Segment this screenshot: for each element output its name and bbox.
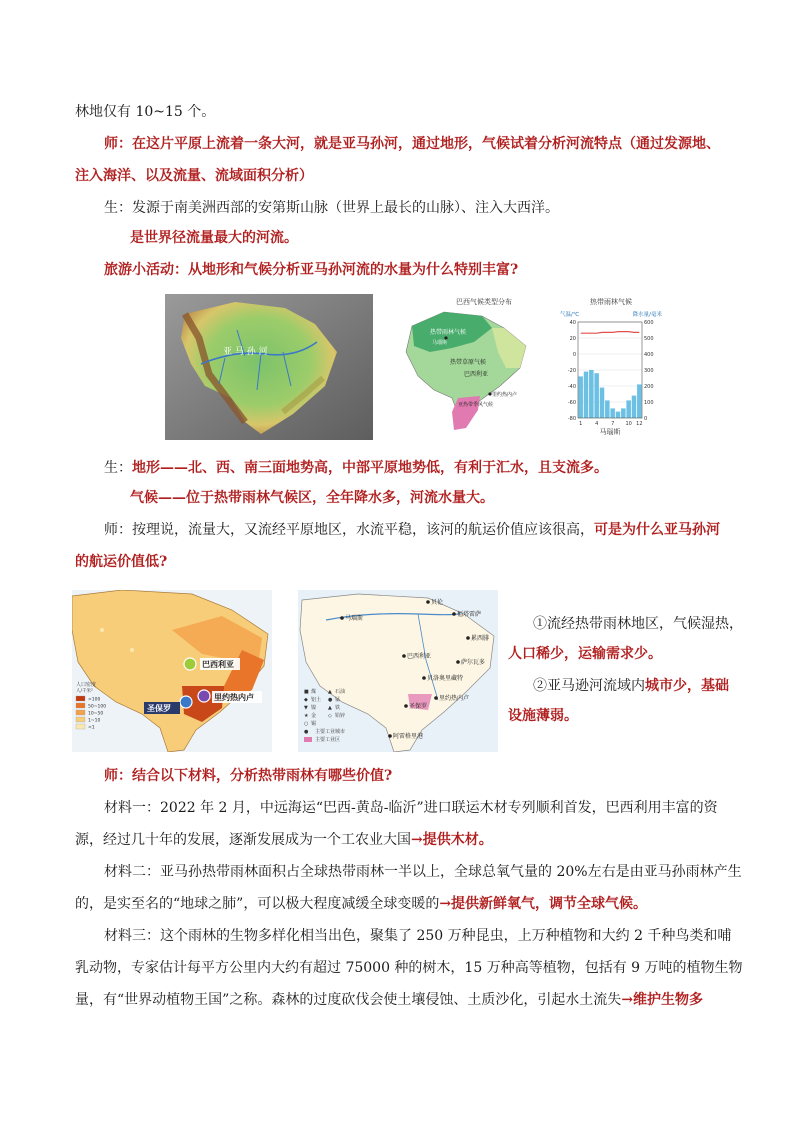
city-marker xyxy=(404,704,408,708)
material-2-cont xyxy=(75,894,647,914)
city-marker xyxy=(402,654,406,658)
legend-label: 铅锌 xyxy=(335,713,346,719)
material-1: 材料一：2022 年 2 月，中远海运“巴西-黄岛-临沂”进口联运木材专列顺利首发，巴西利用丰富的资 xyxy=(104,800,718,816)
month-label: 7 xyxy=(611,421,615,427)
legend-swatch xyxy=(76,703,85,708)
precip-bar xyxy=(616,412,621,418)
legend-label: 煤 xyxy=(311,689,317,695)
legend-symbol: ● xyxy=(328,697,333,703)
legend-label: <1 xyxy=(88,725,95,731)
right-tick-label: 0 xyxy=(644,416,648,422)
teacher-question-cont: 注入海洋、以及流量、流域面积分析） xyxy=(75,168,313,184)
precip-bar xyxy=(621,408,626,418)
city-marker xyxy=(452,612,456,616)
map-title: 巴西气候类型分布 xyxy=(456,298,512,306)
material-2: 材料二：亚马孙热带雨林面积占全球热带雨林一半以上，全球总氧气量的 20%左右是由亚马孙雨林产生 xyxy=(104,864,742,880)
temperature-line xyxy=(581,332,640,334)
city-marker xyxy=(340,616,344,620)
legend-label: 铝土 xyxy=(311,697,322,703)
legend-symbol: ▲ xyxy=(328,689,332,695)
left-tick-label: -20 xyxy=(567,368,576,374)
precip-bar xyxy=(632,396,637,418)
legend-symbol: ◇ xyxy=(328,713,332,719)
teacher-question: 师：在这片平原上流着一条大河，就是亚马孙河，通过地形，气候试着分析河流特点（通过发源地、 xyxy=(104,136,720,152)
material-3-text: 量，有“世界动植物王国”之称。森林的过度砍伐会使土壤侵蚀、土质沙化，引起水土流失 xyxy=(75,992,622,1008)
text-line: 林地仅有 10~15 个。 xyxy=(75,104,216,120)
left-tick-label: -40 xyxy=(567,384,576,390)
answer-climate: 气候——位于热带雨林气候区，全年降水多，河流水量大。 xyxy=(130,490,494,506)
brazil-population-map xyxy=(72,590,272,752)
city-label: 里约热内卢 xyxy=(492,392,518,398)
legend-swatch xyxy=(304,737,312,742)
legend-swatch xyxy=(76,717,85,722)
legend-label: 1~10 xyxy=(88,718,101,724)
city-label: 贝伦 xyxy=(431,599,444,606)
city-label: 福塔雷萨 xyxy=(457,611,482,618)
right-tick-label: 400 xyxy=(644,352,654,358)
river-label: 亚 马 孙 河 xyxy=(223,347,268,357)
left-tick-label: -60 xyxy=(567,400,576,406)
city-label: 巴西利亚 xyxy=(407,653,432,660)
month-label: 12 xyxy=(636,421,643,427)
reason-1-highlight: 人口稀少，运输需求少。 xyxy=(508,646,662,662)
material-1-cont xyxy=(75,830,493,850)
activity-title: 旅游小活动：从地形和气候分析亚马孙河流的水量为什么特别丰富? xyxy=(104,262,519,278)
answer-highlight: 是世界径流量最大的河流。 xyxy=(130,230,298,246)
material-1-answer: →提供木材。 xyxy=(411,832,493,848)
legend-label: 锰 xyxy=(335,697,341,703)
city-marker xyxy=(434,696,438,700)
month-label: 10 xyxy=(625,421,632,427)
amazon-terrain-map xyxy=(165,294,373,440)
left-tick-label: 20 xyxy=(569,336,576,342)
temp-axis-label: 气温/℃ xyxy=(560,312,580,318)
legend-label: 镍 xyxy=(311,705,317,711)
reason-2-highlight: 城市少，基础 xyxy=(645,678,729,694)
precip-bar xyxy=(605,400,610,418)
city-label: 累西腓 xyxy=(471,635,490,642)
precip-bar xyxy=(594,373,599,418)
city-marker xyxy=(388,734,392,738)
precip-axis-label: 降水量/毫米 xyxy=(632,312,662,318)
material-2-answer: →提供新鲜氧气，调节全球气候。 xyxy=(439,896,648,912)
chart-title: 热带雨林气候 xyxy=(590,298,632,306)
legend-unit: 人/千米² xyxy=(76,689,93,694)
city-label: 马瑙斯 xyxy=(345,615,364,622)
legend-label: >100 xyxy=(88,697,101,703)
right-tick-label: 100 xyxy=(644,400,654,406)
question-text: 师：按理说，流量大，又流经平原地区，水流平稳，该河的航运价值应该很高， xyxy=(104,522,594,538)
legend-label: 铁 xyxy=(335,705,341,711)
material-2-text: 的，是实至名的“地球之肺”，可以极大程度减缓全球变暖的 xyxy=(75,896,440,912)
legend-label: 主要工业区 xyxy=(315,737,341,743)
city-marker xyxy=(456,660,460,664)
question-highlight: 可是为什么亚马孙河 xyxy=(594,522,720,538)
city-label: 马瑙斯 xyxy=(432,340,448,346)
left-tick-label: 40 xyxy=(569,320,576,326)
month-label: 1 xyxy=(579,421,583,427)
zone-label: 热带草原气候 xyxy=(450,359,487,366)
right-tick-label: 200 xyxy=(644,384,654,390)
precip-bar xyxy=(584,372,589,418)
precip-bar xyxy=(626,400,631,418)
city-label: 里约热内卢 xyxy=(439,695,470,702)
city-label: 圣保罗 xyxy=(409,703,428,710)
city-label: 圣保罗 xyxy=(147,704,171,713)
month-label: 4 xyxy=(595,421,599,427)
legend-label: 10~50 xyxy=(88,711,104,717)
reason-2-highlight-cont: 设施薄弱。 xyxy=(508,708,578,724)
legend-swatch xyxy=(76,724,85,729)
precip-bar xyxy=(589,370,594,418)
right-tick-label: 600 xyxy=(644,320,654,326)
question-highlight-cont: 的航运价值低? xyxy=(75,554,168,570)
zone-label: 亚热带季风气候 xyxy=(458,402,494,408)
legend-title: 人口密度 xyxy=(76,682,97,688)
legend-symbol: ■ xyxy=(304,689,309,695)
legend-symbol: ▼ xyxy=(304,705,308,711)
legend-swatch xyxy=(76,696,85,701)
city-marker xyxy=(466,636,470,640)
legend-label: 锡 xyxy=(311,721,317,727)
reason-1: ①流经热带雨林地区，气候湿热， xyxy=(533,616,743,632)
precip-bar xyxy=(610,408,615,418)
material-3-cont: 乳动物，专家估计每平方公里内大约有超过 75000 种的树木，15 万种高等植物，包括有 9 万吨的植物生物 xyxy=(75,960,743,976)
rainforest-climate-chart xyxy=(556,294,666,436)
left-tick-label: -80 xyxy=(567,416,576,422)
legend-symbol: ◆ xyxy=(304,697,308,703)
zone-label: 热带雨林气候 xyxy=(430,329,467,336)
brazil-resources-map xyxy=(298,590,498,752)
legend-label: 主要工业城市 xyxy=(315,729,346,735)
precip-bar xyxy=(600,388,605,418)
student-answer: 生：发源于南美洲西部的安第斯山脉（世界上最长的山脉）、注入大西洋。 xyxy=(104,200,559,216)
legend-swatch xyxy=(76,710,85,715)
speaker-label: 生： xyxy=(104,460,132,476)
student-answer-2 xyxy=(104,458,608,478)
city-label: 巴西利亚 xyxy=(464,371,489,378)
reason-2-text: ②亚马逊河流域内 xyxy=(533,678,645,694)
left-tick-label: 0 xyxy=(572,352,576,358)
reason-2 xyxy=(533,676,729,696)
city-marker xyxy=(422,676,426,680)
city-label: 里约热内卢 xyxy=(214,693,254,702)
answer-terrain: 地形——北、西、南三面地势高，中部平原地势低，有利于汇水，且支流多。 xyxy=(132,460,608,476)
city-label: 巴西利亚 xyxy=(202,660,234,669)
precip-bar xyxy=(637,384,642,418)
legend-symbol: ○ xyxy=(304,721,309,727)
station-label: 马瑙斯 xyxy=(599,428,621,436)
city-label: 阿雷格里港 xyxy=(393,733,424,740)
precip-bar xyxy=(578,376,583,418)
material-3: 材料三：这个雨林的生物多样化相当出色，聚集了 250 万种昆虫，上万种植物和大约 2 千种鸟类和哺 xyxy=(104,928,732,944)
right-tick-label: 300 xyxy=(644,368,654,374)
teacher-question-3: 师：结合以下材料，分析热带雨林有哪些价值? xyxy=(104,768,393,784)
material-3-cont-2 xyxy=(75,990,703,1010)
material-1-text: 源，经过几十年的发展，逐渐发展成为一个工农业大国 xyxy=(75,832,411,848)
legend-label: 金 xyxy=(311,713,317,719)
legend-symbol: ▲ xyxy=(328,705,332,711)
material-3-answer: →维护生物多 xyxy=(621,992,704,1008)
legend-label: 50~100 xyxy=(88,704,107,710)
legend-label: 石油 xyxy=(335,689,346,695)
legend-symbol: ★ xyxy=(304,713,309,719)
teacher-question-2 xyxy=(104,520,720,540)
legend-symbol: ● xyxy=(304,729,309,735)
right-tick-label: 500 xyxy=(644,336,654,342)
city-marker xyxy=(426,600,430,604)
brazil-climate-map xyxy=(394,294,544,434)
city-label: 萨尔瓦多 xyxy=(461,659,486,666)
city-label: 贝洛奥里藏特 xyxy=(427,675,464,682)
